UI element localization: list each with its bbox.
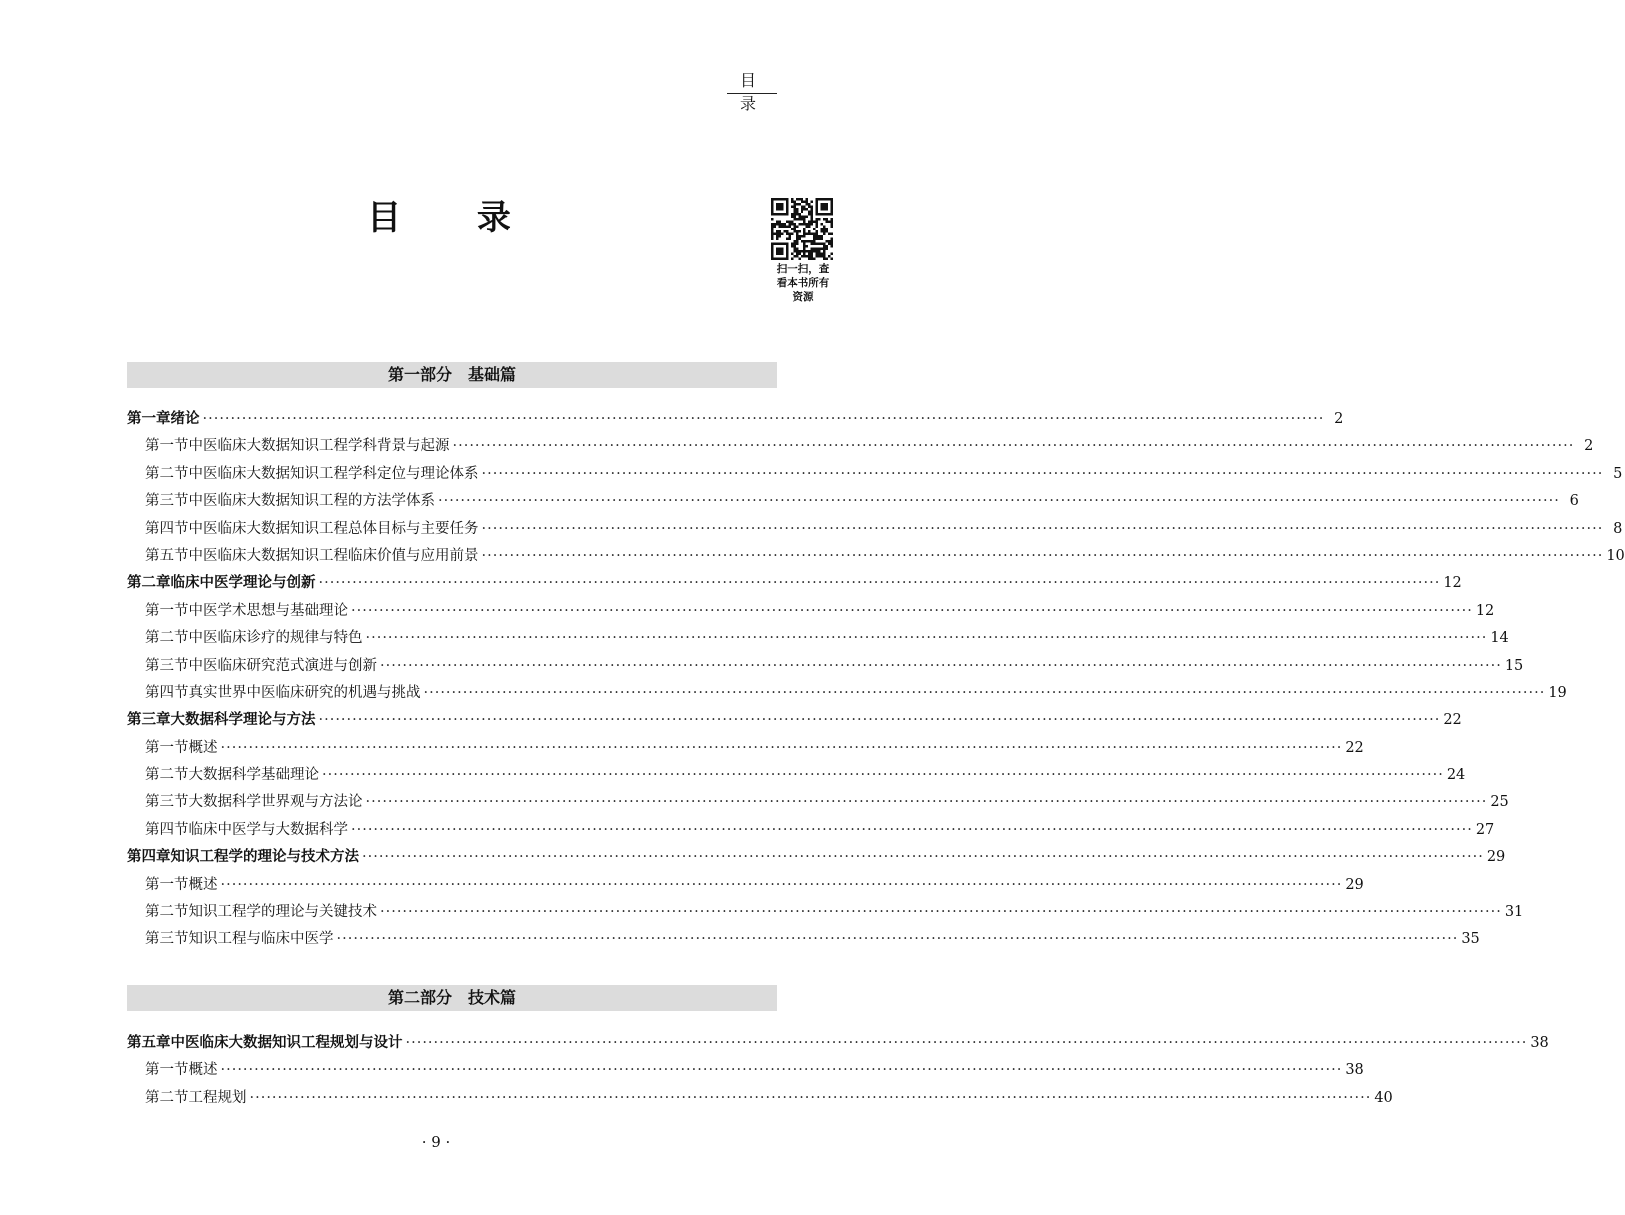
running-head-rule <box>727 93 777 94</box>
toc-leader-dots: ········································································································································································································ <box>220 739 1343 756</box>
toc-entry-number: 第三节 <box>145 794 189 811</box>
toc-entry-number: 第一节 <box>145 602 189 619</box>
toc-entry-number: 第二节 <box>145 1089 189 1106</box>
toc-leader-dots: ········································································································································································································ <box>423 684 1546 701</box>
part-banner <box>127 362 777 388</box>
toc-entry-chapter[interactable] <box>127 844 1506 871</box>
toc-entry-number: 第三节 <box>145 657 189 674</box>
running-head: 目 录 <box>739 71 764 113</box>
toc-leader-dots: ········································································································································································································ <box>481 465 1604 482</box>
toc-entry-number: 第三节 <box>145 493 189 510</box>
toc-leader-dots: ········································································································································································································ <box>220 1062 1343 1079</box>
toc-entry-page: 35 <box>1461 931 1480 948</box>
toc-entry-title: 中医临床大数据知识工程的方法学体系 <box>188 493 435 510</box>
page-title: 目 录 <box>367 198 543 238</box>
toc-entry-title: 知识工程与临床中医学 <box>188 931 334 948</box>
toc-entry-page: 12 <box>1443 575 1462 592</box>
toc-entry-section[interactable] <box>127 598 1495 625</box>
toc-entry-number: 第一节 <box>145 739 189 756</box>
toc-entry-page: 19 <box>1548 684 1567 701</box>
toc-entry-number: 第一节 <box>145 876 189 893</box>
toc-entry-number: 第一章 <box>127 411 171 427</box>
toc-leader-dots: ········································································································································································································ <box>452 438 1575 455</box>
toc-entry-section[interactable] <box>127 516 1623 543</box>
toc-entry-title: 中医临床大数据知识工程规划与设计 <box>170 1035 403 1051</box>
toc-entry-title: 概述 <box>188 876 218 893</box>
toc-entry-number: 第一节 <box>145 1062 189 1079</box>
toc-entry-page: 22 <box>1345 739 1364 756</box>
toc-entry-title: 真实世界中医临床研究的机遇与挑战 <box>188 684 421 701</box>
toc-entry-section[interactable] <box>127 762 1466 789</box>
toc-entry-page: 12 <box>1475 602 1495 619</box>
toc-entry-title: 知识工程学的理论与技术方法 <box>170 849 359 866</box>
toc-leader-dots: ········································································································································································································ <box>380 904 1502 921</box>
toc-entry-section[interactable] <box>127 543 1625 570</box>
qr-caption-line: 资源 <box>792 291 814 303</box>
toc-entry-section[interactable] <box>127 899 1524 926</box>
toc-entry-title: 中医临床研究范式演进与创新 <box>188 657 377 674</box>
toc-entry-title: 中医临床大数据知识工程总体目标与主要任务 <box>188 520 479 537</box>
toc-entry-number: 第四章 <box>127 849 171 866</box>
toc-leader-dots: ········································································································································································································ <box>481 520 1604 537</box>
toc-entry-page: 29 <box>1345 876 1364 893</box>
toc-entry-number: 第二节 <box>145 904 189 921</box>
toc-entry-title: 概述 <box>188 739 218 756</box>
toc-entry-title: 知识工程学的理论与关键技术 <box>188 904 377 921</box>
toc-entry-chapter[interactable] <box>127 707 1462 734</box>
qr-caption <box>762 262 844 304</box>
toc-entry-number: 第一节 <box>145 438 189 455</box>
toc-entry-page: 24 <box>1446 767 1466 784</box>
toc-leader-dots: ········································································································································································································ <box>318 712 1441 729</box>
toc-entry-section[interactable] <box>127 817 1495 844</box>
toc-entry-page: 2 <box>1584 438 1594 455</box>
toc-entry-section[interactable] <box>127 653 1524 680</box>
toc-entry-title: 绪论 <box>170 411 200 427</box>
toc-leader-dots: ········································································································································································································ <box>220 876 1343 893</box>
toc-entry-title: 中医临床大数据知识工程学科背景与起源 <box>188 438 450 455</box>
toc-entry-number: 第四节 <box>145 684 189 701</box>
toc-leader-dots: ········································································································································································································ <box>318 575 1441 592</box>
toc-leader-dots: ········································································································································································································ <box>405 1035 1528 1051</box>
toc-entry-section[interactable] <box>127 926 1480 953</box>
toc-entry-title: 工程规划 <box>188 1089 247 1106</box>
toc-entry-page: 38 <box>1530 1035 1549 1051</box>
toc-entry-page: 10 <box>1606 547 1625 564</box>
toc-entry-title: 中医学术思想与基础理论 <box>188 602 348 619</box>
toc-leader-dots: ········································································································································································································ <box>365 794 1488 811</box>
part-banner <box>127 985 777 1011</box>
part-banner-label: 第一部分 基础篇 <box>387 365 516 384</box>
toc-entry-title: 临床中医学理论与创新 <box>170 575 316 592</box>
toc-entry-title: 临床中医学与大数据科学 <box>188 821 348 838</box>
toc-list <box>127 1030 1549 1112</box>
qr-caption-line: 看本书所有 <box>776 277 830 289</box>
toc-entry-chapter[interactable] <box>127 570 1462 597</box>
toc-entry-page: 2 <box>1334 411 1344 427</box>
toc-entry-page: 22 <box>1443 712 1462 729</box>
toc-leader-dots: ········································································································································································································ <box>322 767 1444 784</box>
toc-entry-number: 第二节 <box>145 465 189 482</box>
qr-code[interactable] <box>771 198 833 260</box>
toc-entry-section[interactable] <box>127 433 1594 460</box>
toc-leader-dots: ········································································································································································································ <box>351 602 1473 619</box>
toc-entry-title: 中医临床大数据知识工程学科定位与理论体系 <box>188 465 479 482</box>
toc-entry-number: 第二节 <box>145 630 189 647</box>
toc-entry-title: 大数据科学世界观与方法论 <box>188 794 363 811</box>
toc-entry-number: 第三章 <box>127 712 171 729</box>
toc-entry-title: 概述 <box>188 1062 218 1079</box>
toc-leader-dots: ········································································································································································································ <box>380 657 1502 674</box>
toc-leader-dots: ········································································································································································································ <box>202 411 1325 427</box>
toc-entry-number: 第五节 <box>145 547 189 564</box>
toc-entry-section[interactable] <box>127 1057 1364 1084</box>
toc-entry-chapter[interactable] <box>127 406 1344 433</box>
toc-entry-number: 第二章 <box>127 575 171 592</box>
toc-entry-title: 中医临床大数据知识工程临床价值与应用前景 <box>188 547 479 564</box>
toc-entry-number: 第二节 <box>145 767 189 784</box>
toc-entry-page: 15 <box>1504 657 1524 674</box>
toc-leader-dots: ········································································································································································································ <box>438 493 1560 510</box>
toc-list <box>127 406 1625 954</box>
toc-entry-number: 第五章 <box>127 1035 171 1051</box>
toc-entry-number: 第四节 <box>145 821 189 838</box>
toc-entry-chapter[interactable] <box>127 1030 1549 1057</box>
toc-entry-page: 38 <box>1345 1062 1364 1079</box>
toc-entry-page: 40 <box>1374 1089 1393 1106</box>
toc-entry-page: 5 <box>1613 465 1623 482</box>
toc-entry-number: 第四节 <box>145 520 189 537</box>
toc-entry-section[interactable] <box>127 735 1364 762</box>
qr-caption-line: 扫一扫，查 <box>776 263 830 275</box>
page-number: · 9 · <box>421 1133 451 1151</box>
toc-entry-page: 27 <box>1475 821 1495 838</box>
toc-entry-page: 6 <box>1569 493 1579 510</box>
toc-entry-title: 中医临床诊疗的规律与特色 <box>188 630 363 647</box>
toc-leader-dots: ········································································································································································································ <box>365 630 1488 647</box>
toc-entry-page: 29 <box>1486 849 1506 866</box>
toc-entry-section[interactable] <box>127 625 1509 652</box>
toc-entry-number: 第三节 <box>145 931 189 948</box>
toc-leader-dots: ········································································································································································································ <box>249 1089 1372 1106</box>
toc-entry-title: 大数据科学理论与方法 <box>170 712 316 729</box>
toc-leader-dots: ········································································································································································································ <box>351 821 1473 838</box>
part-banner-label: 第二部分 技术篇 <box>387 988 516 1007</box>
toc-entry-page: 31 <box>1504 904 1524 921</box>
toc-entry-section[interactable] <box>127 488 1579 515</box>
toc-entry-title: 大数据科学基础理论 <box>188 767 319 784</box>
toc-leader-dots: ········································································································································································································ <box>362 849 1484 866</box>
toc-leader-dots: ········································································································································································································ <box>336 931 1459 948</box>
toc-entry-page: 14 <box>1490 630 1509 647</box>
toc-entry-page: 8 <box>1613 520 1623 537</box>
qr-code-icon <box>771 198 833 260</box>
toc-entry-section[interactable] <box>127 461 1623 488</box>
toc-entry-section[interactable] <box>127 680 1567 707</box>
toc-entry-section[interactable] <box>127 789 1509 816</box>
toc-leader-dots: ········································································································································································································ <box>481 547 1604 564</box>
toc-entry-section[interactable] <box>127 1085 1393 1112</box>
toc-entry-page: 25 <box>1490 794 1509 811</box>
toc-entry-section[interactable] <box>127 872 1364 899</box>
